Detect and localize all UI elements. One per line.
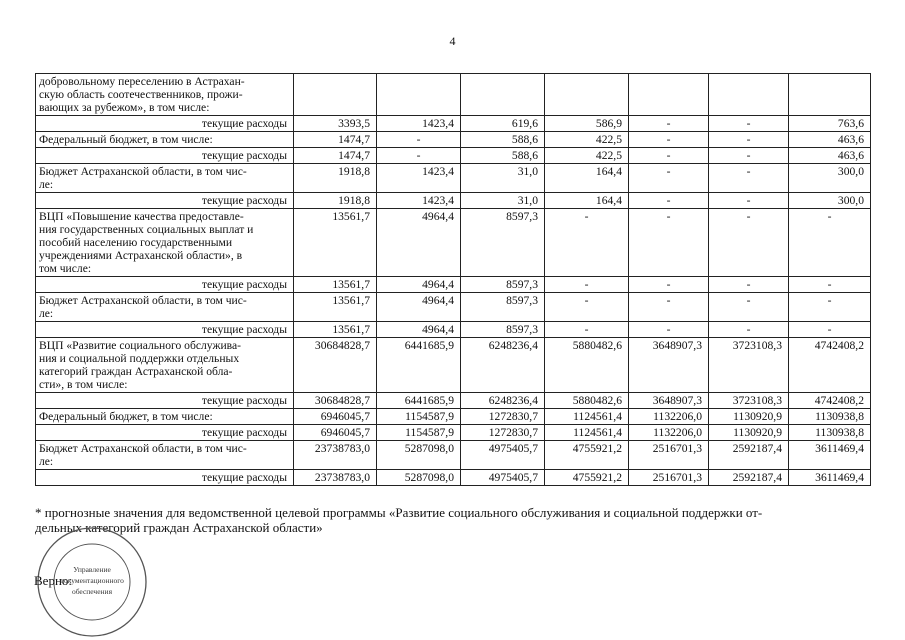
- row-label-line: скую область соотечественников, прожи-: [39, 88, 243, 101]
- value-cell: 1130920,9: [709, 425, 789, 441]
- value-cell: -: [629, 148, 709, 164]
- row-label: [36, 338, 294, 393]
- row-label-line: ВЦП «Повышение качества предоставле-: [39, 210, 244, 223]
- table-row: [36, 338, 871, 393]
- row-label-line: Бюджет Астраханской области, в том чис-: [39, 165, 247, 178]
- value-cell: 13561,7: [294, 277, 377, 293]
- table-row: [36, 409, 871, 425]
- value-cell: 1124561,4: [545, 409, 629, 425]
- value-cell: 1918,8: [294, 164, 377, 193]
- value-cell: 3393,5: [294, 116, 377, 132]
- value-cell: 1130920,9: [709, 409, 789, 425]
- value-cell: 1154587,9: [377, 425, 461, 441]
- value-cell: [294, 74, 377, 116]
- footnote-line-1: * прогнозные значения для ведомственной целевой программы «Развитие социального обслуживания и социальной поддержки от-: [35, 505, 763, 520]
- row-label-line: добровольному переселению в Астрахан-: [39, 75, 245, 88]
- value-cell: 6248236,4: [461, 338, 545, 393]
- value-cell: -: [709, 209, 789, 277]
- value-cell: 4742408,2: [789, 338, 871, 393]
- row-label-line: пособий населению государственными: [39, 236, 233, 249]
- value-cell: [709, 74, 789, 116]
- footnote-line-2: дельных категорий граждан Астраханской области»: [35, 520, 323, 535]
- row-label-line: текущие расходы: [201, 426, 287, 439]
- table-row: [36, 148, 871, 164]
- value-cell: -: [545, 277, 629, 293]
- row-label-line: ле:: [39, 178, 54, 191]
- value-cell: 4964,4: [377, 322, 461, 338]
- value-cell: 164,4: [545, 164, 629, 193]
- row-label: [36, 393, 294, 409]
- value-cell: 3723108,3: [709, 338, 789, 393]
- value-cell: 13561,7: [294, 322, 377, 338]
- row-label: [36, 116, 294, 132]
- value-cell: 1272830,7: [461, 409, 545, 425]
- value-cell: 5880482,6: [545, 393, 629, 409]
- value-cell: 8597,3: [461, 209, 545, 277]
- value-cell: -: [709, 322, 789, 338]
- value-cell: 1423,4: [377, 164, 461, 193]
- value-cell: -: [709, 148, 789, 164]
- value-cell: 6946045,7: [294, 425, 377, 441]
- value-cell: 23738783,0: [294, 441, 377, 470]
- row-label: [36, 409, 294, 425]
- value-cell: -: [709, 164, 789, 193]
- value-cell: 4742408,2: [789, 393, 871, 409]
- value-cell: 30684828,7: [294, 393, 377, 409]
- table-row: [36, 74, 871, 116]
- value-cell: 1423,4: [377, 193, 461, 209]
- value-cell: 1474,7: [294, 132, 377, 148]
- value-cell: 4964,4: [377, 209, 461, 277]
- row-label: [36, 164, 294, 193]
- value-cell: 588,6: [461, 132, 545, 148]
- row-label: [36, 470, 294, 486]
- value-cell: -: [789, 322, 871, 338]
- value-cell: 5880482,6: [545, 338, 629, 393]
- value-cell: 1423,4: [377, 116, 461, 132]
- table-row: [36, 164, 871, 193]
- row-label-line: текущие расходы: [201, 117, 287, 130]
- value-cell: [545, 74, 629, 116]
- value-cell: 4975405,7: [461, 441, 545, 470]
- budget-table: [35, 73, 871, 486]
- value-cell: 588,6: [461, 148, 545, 164]
- value-cell: 1272830,7: [461, 425, 545, 441]
- row-label-line: Бюджет Астраханской области, в том чис-: [39, 294, 247, 307]
- stamp-line-2: документационного: [60, 576, 124, 585]
- value-cell: 8597,3: [461, 293, 545, 322]
- value-cell: -: [709, 277, 789, 293]
- table-body: [36, 74, 871, 486]
- table-row: [36, 132, 871, 148]
- stamp-line-3: обеспечения: [71, 587, 113, 596]
- value-cell: -: [629, 277, 709, 293]
- value-cell: 3648907,3: [629, 338, 709, 393]
- value-cell: 6946045,7: [294, 409, 377, 425]
- value-cell: -: [545, 293, 629, 322]
- page-number: 4: [449, 34, 456, 48]
- row-label-line: вающих за рубежом», в том числе:: [39, 101, 210, 114]
- value-cell: 300,0: [789, 164, 871, 193]
- value-cell: -: [629, 293, 709, 322]
- value-cell: -: [629, 322, 709, 338]
- value-cell: 4964,4: [377, 277, 461, 293]
- table-row: [36, 277, 871, 293]
- value-cell: 31,0: [461, 164, 545, 193]
- row-label: [36, 425, 294, 441]
- row-label: [36, 132, 294, 148]
- value-cell: 2516701,3: [629, 441, 709, 470]
- row-label-line: текущие расходы: [201, 471, 287, 484]
- value-cell: 3611469,4: [789, 470, 871, 486]
- value-cell: 1474,7: [294, 148, 377, 164]
- value-cell: 8597,3: [461, 322, 545, 338]
- value-cell: 4755921,2: [545, 470, 629, 486]
- value-cell: -: [629, 193, 709, 209]
- table-row: [36, 293, 871, 322]
- value-cell: -: [789, 293, 871, 322]
- row-label-line: ВЦП «Развитие социального обслужива-: [39, 339, 241, 352]
- row-label: [36, 322, 294, 338]
- value-cell: 463,6: [789, 148, 871, 164]
- row-label-line: учреждениями Астраханской области», в: [39, 249, 243, 262]
- value-cell: 300,0: [789, 193, 871, 209]
- value-cell: 3611469,4: [789, 441, 871, 470]
- row-label-line: Федеральный бюджет, в том числе:: [39, 410, 213, 423]
- value-cell: 5287098,0: [377, 470, 461, 486]
- row-label: [36, 193, 294, 209]
- table-row: [36, 193, 871, 209]
- table-row: [36, 441, 871, 470]
- row-label-line: текущие расходы: [201, 149, 287, 162]
- row-label: [36, 293, 294, 322]
- value-cell: -: [709, 132, 789, 148]
- value-cell: 2592187,4: [709, 470, 789, 486]
- value-cell: 13561,7: [294, 293, 377, 322]
- value-cell: -: [377, 148, 461, 164]
- row-label-line: ле:: [39, 455, 54, 468]
- value-cell: -: [709, 193, 789, 209]
- value-cell: 4964,4: [377, 293, 461, 322]
- value-cell: -: [629, 164, 709, 193]
- row-label: [36, 148, 294, 164]
- table-row: [36, 393, 871, 409]
- value-cell: 463,6: [789, 132, 871, 148]
- value-cell: -: [709, 293, 789, 322]
- row-label-line: Федеральный бюджет, в том числе:: [39, 133, 213, 146]
- value-cell: 1130938,8: [789, 425, 871, 441]
- value-cell: 6248236,4: [461, 393, 545, 409]
- row-label: [36, 441, 294, 470]
- value-cell: 23738783,0: [294, 470, 377, 486]
- stamp-line-1: Управление: [73, 565, 111, 574]
- row-label-line: текущие расходы: [201, 323, 287, 336]
- value-cell: 1132206,0: [629, 425, 709, 441]
- value-cell: 1154587,9: [377, 409, 461, 425]
- value-cell: 8597,3: [461, 277, 545, 293]
- footnote: [35, 505, 875, 535]
- value-cell: -: [629, 116, 709, 132]
- value-cell: -: [545, 322, 629, 338]
- row-label: [36, 74, 294, 116]
- table-row: [36, 425, 871, 441]
- value-cell: 30684828,7: [294, 338, 377, 393]
- table-row: [36, 116, 871, 132]
- row-label-line: ле:: [39, 307, 54, 320]
- row-label-line: том числе:: [39, 262, 92, 275]
- row-label-line: текущие расходы: [201, 394, 287, 407]
- value-cell: 619,6: [461, 116, 545, 132]
- row-label: [36, 209, 294, 277]
- value-cell: 1918,8: [294, 193, 377, 209]
- value-cell: -: [629, 132, 709, 148]
- value-cell: 422,5: [545, 148, 629, 164]
- verno-label: Верно:: [34, 573, 73, 588]
- value-cell: -: [377, 132, 461, 148]
- value-cell: 1124561,4: [545, 425, 629, 441]
- row-label-line: ния и социальной поддержки отдельных: [39, 352, 240, 365]
- row-label-line: текущие расходы: [201, 194, 287, 207]
- value-cell: 2592187,4: [709, 441, 789, 470]
- row-label-line: текущие расходы: [201, 278, 287, 291]
- value-cell: [789, 74, 871, 116]
- row-label-line: ния государственных социальных выплат и: [39, 223, 254, 236]
- value-cell: [461, 74, 545, 116]
- value-cell: 6441685,9: [377, 393, 461, 409]
- value-cell: 1130938,8: [789, 409, 871, 425]
- value-cell: 31,0: [461, 193, 545, 209]
- value-cell: 3648907,3: [629, 393, 709, 409]
- value-cell: 3723108,3: [709, 393, 789, 409]
- table-row: [36, 209, 871, 277]
- value-cell: -: [629, 209, 709, 277]
- value-cell: 2516701,3: [629, 470, 709, 486]
- value-cell: 1132206,0: [629, 409, 709, 425]
- row-label-line: Бюджет Астраханской области, в том чис-: [39, 442, 247, 455]
- row-label-line: категорий граждан Астраханской обла-: [39, 365, 233, 378]
- value-cell: 4975405,7: [461, 470, 545, 486]
- value-cell: 4755921,2: [545, 441, 629, 470]
- value-cell: [629, 74, 709, 116]
- row-label-line: сти», в том числе:: [39, 378, 128, 391]
- row-label: [36, 277, 294, 293]
- table-row: [36, 470, 871, 486]
- value-cell: 6441685,9: [377, 338, 461, 393]
- value-cell: 164,4: [545, 193, 629, 209]
- value-cell: -: [545, 209, 629, 277]
- value-cell: 422,5: [545, 132, 629, 148]
- value-cell: -: [709, 116, 789, 132]
- value-cell: 13561,7: [294, 209, 377, 277]
- value-cell: 763,6: [789, 116, 871, 132]
- table-row: [36, 322, 871, 338]
- value-cell: 586,9: [545, 116, 629, 132]
- value-cell: 5287098,0: [377, 441, 461, 470]
- value-cell: [377, 74, 461, 116]
- value-cell: -: [789, 209, 871, 277]
- value-cell: -: [789, 277, 871, 293]
